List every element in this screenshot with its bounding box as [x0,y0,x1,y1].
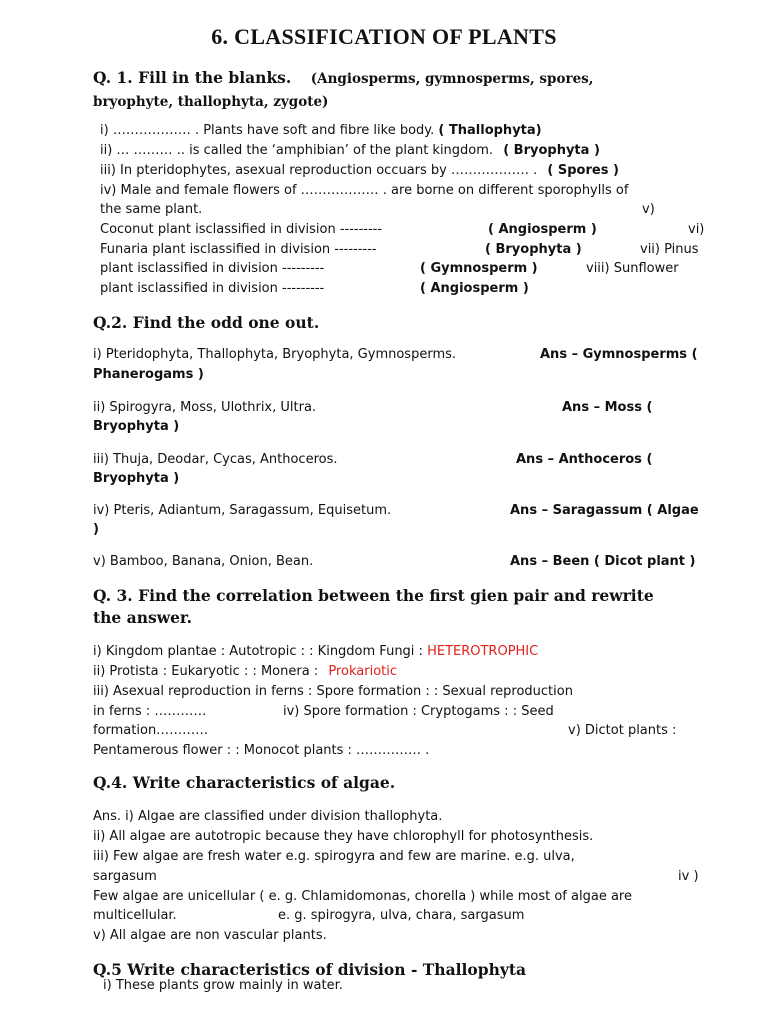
q1-vii-text: plant isclassified in division --------- [100,261,325,276]
q1-item-iii [100,162,619,180]
q2-ii-answer: Ans – Moss ( [562,400,653,415]
q4-line6b: e. g. spirogyra, ulva, chara, sargasum [278,908,525,923]
q4-line1: Ans. i) Algae are classified under division thallophyta. [93,809,443,824]
q1-viii-mark: viii) Sunflower [586,261,679,276]
q2-ii-cont: Bryophyta ) [93,419,180,434]
q2-i-answer: Ans – Gymnosperms ( [540,347,698,362]
q4-heading: Q.4. Write characteristics of algae. [93,773,396,792]
q1-ii-answer: ( Bryophyta ) [503,143,600,158]
q2-iv-text: iv) Pteris, Adiantum, Saragassum, Equisetum. [93,503,392,518]
q1-options-line2: bryophyte, thallophyta, zygote) [93,94,329,110]
q3-item-i [93,643,538,661]
q3-i-text: i) Kingdom plantae : Autotropic : : Kingdom Fungi : [93,644,423,659]
q1-heading-row [93,68,593,89]
q4-line4a: sargasum [93,869,157,884]
q1-i-text: i) ……………… . Plants have soft and fibre like body. [100,123,435,138]
q1-item-i [100,122,542,140]
q2-v-text: v) Bamboo, Banana, Onion, Bean. [93,554,314,569]
q1-v-mark: v) [642,202,655,217]
q5-heading: Q.5 Write characteristics of division - Thallophyta [93,960,527,979]
q4-line6a: multicellular. [93,908,177,923]
q2-iv-answer: Ans – Saragassum ( Algae [510,503,699,518]
q3-iii-line3a: formation………… [93,723,209,738]
q3-heading-line2: the answer. [93,608,193,627]
q1-vi-mark: vi) [688,222,705,237]
q3-iii-line1: iii) Asexual reproduction in ferns : Spore formation : : Sexual reproduction [93,684,573,699]
q3-iii-line2b: iv) Spore formation : Cryptogams : : Seed [283,704,554,719]
q1-vi-answer: ( Bryophyta ) [485,242,582,257]
q4-line4b: iv ) [678,869,699,884]
q2-iv-cont: ) [93,522,99,537]
q1-vii-answer: ( Gymnosperm ) [420,261,538,276]
q3-heading-line1: Q. 3. Find the correlation between the first gien pair and rewrite [93,586,654,605]
q2-iii-cont: Bryophyta ) [93,471,180,486]
q3-iii-line4: Pentamerous flower : : Monocot plants : …………… . [93,743,430,758]
q3-iii-line2a: in ferns : ………… [93,704,207,719]
q1-vi-text: Funaria plant isclassified in division --------- [100,242,377,257]
q2-ii-text: ii) Spirogyra, Moss, Ulothrix, Ultra. [93,400,317,415]
q1-iv-cont: the same plant. [100,202,203,217]
q3-i-answer: HETEROTROPHIC [427,644,539,659]
q1-v-answer: ( Angiosperm ) [488,222,597,237]
q1-item-ii [100,142,600,160]
page-title: 6. CLASSIFICATION OF PLANTS [211,24,557,49]
q1-v-text: Coconut plant isclassified in division --------- [100,222,383,237]
q3-ii-text: ii) Protista : Eukaryotic : : Monera : [93,664,319,679]
q1-viii-text: plant isclassified in division --------- [100,281,325,296]
q3-item-ii [93,663,397,681]
q1-iii-text: iii) In pteridophytes, asexual reproduction occuars by ……………… . [100,163,538,178]
q2-iii-answer: Ans – Anthoceros ( [516,452,653,467]
q1-iii-answer: ( Spores ) [547,163,619,178]
q4-line2: ii) All algae are autotropic because they have chlorophyll for photosynthesis. [93,829,594,844]
q1-i-answer: ( Thallophyta) [438,123,542,138]
q3-ii-answer: Prokariotic [328,664,397,679]
q4-line5: Few algae are unicellular ( e. g. Chlamidomonas, chorella ) while most of algae are [93,889,632,904]
q4-line3: iii) Few algae are fresh water e.g. spirogyra and few are marine. e.g. ulva, [93,849,575,864]
q1-vii-mark: vii) Pinus [640,242,699,257]
q2-v-answer: Ans – Been ( Dicot plant ) [510,554,696,569]
q2-i-cont: Phanerogams ) [93,367,204,382]
q1-iv-text: iv) Male and female flowers of ……………… . are borne on different sporophylls of [100,183,629,198]
q4-line7: v) All algae are non vascular plants. [93,928,327,943]
q1-ii-text: ii) … ……… .. is called the ‘amphibian’ of the plant kingdom. [100,143,494,158]
q3-iii-line3b: v) Dictot plants : [568,723,677,738]
q2-i-text: i) Pteridophyta, Thallophyta, Bryophyta, Gymnosperms. [93,347,457,362]
q1-heading: Q. 1. Fill in the blanks. [93,68,292,87]
q1-viii-answer: ( Angiosperm ) [420,281,529,296]
q5-line1: i) These plants grow mainly in water. [103,978,343,993]
q1-options-line1: (Angiosperms, gymnosperms, spores, [310,71,594,87]
q2-iii-text: iii) Thuja, Deodar, Cycas, Anthoceros. [93,452,338,467]
q2-heading: Q.2. Find the odd one out. [93,313,320,332]
